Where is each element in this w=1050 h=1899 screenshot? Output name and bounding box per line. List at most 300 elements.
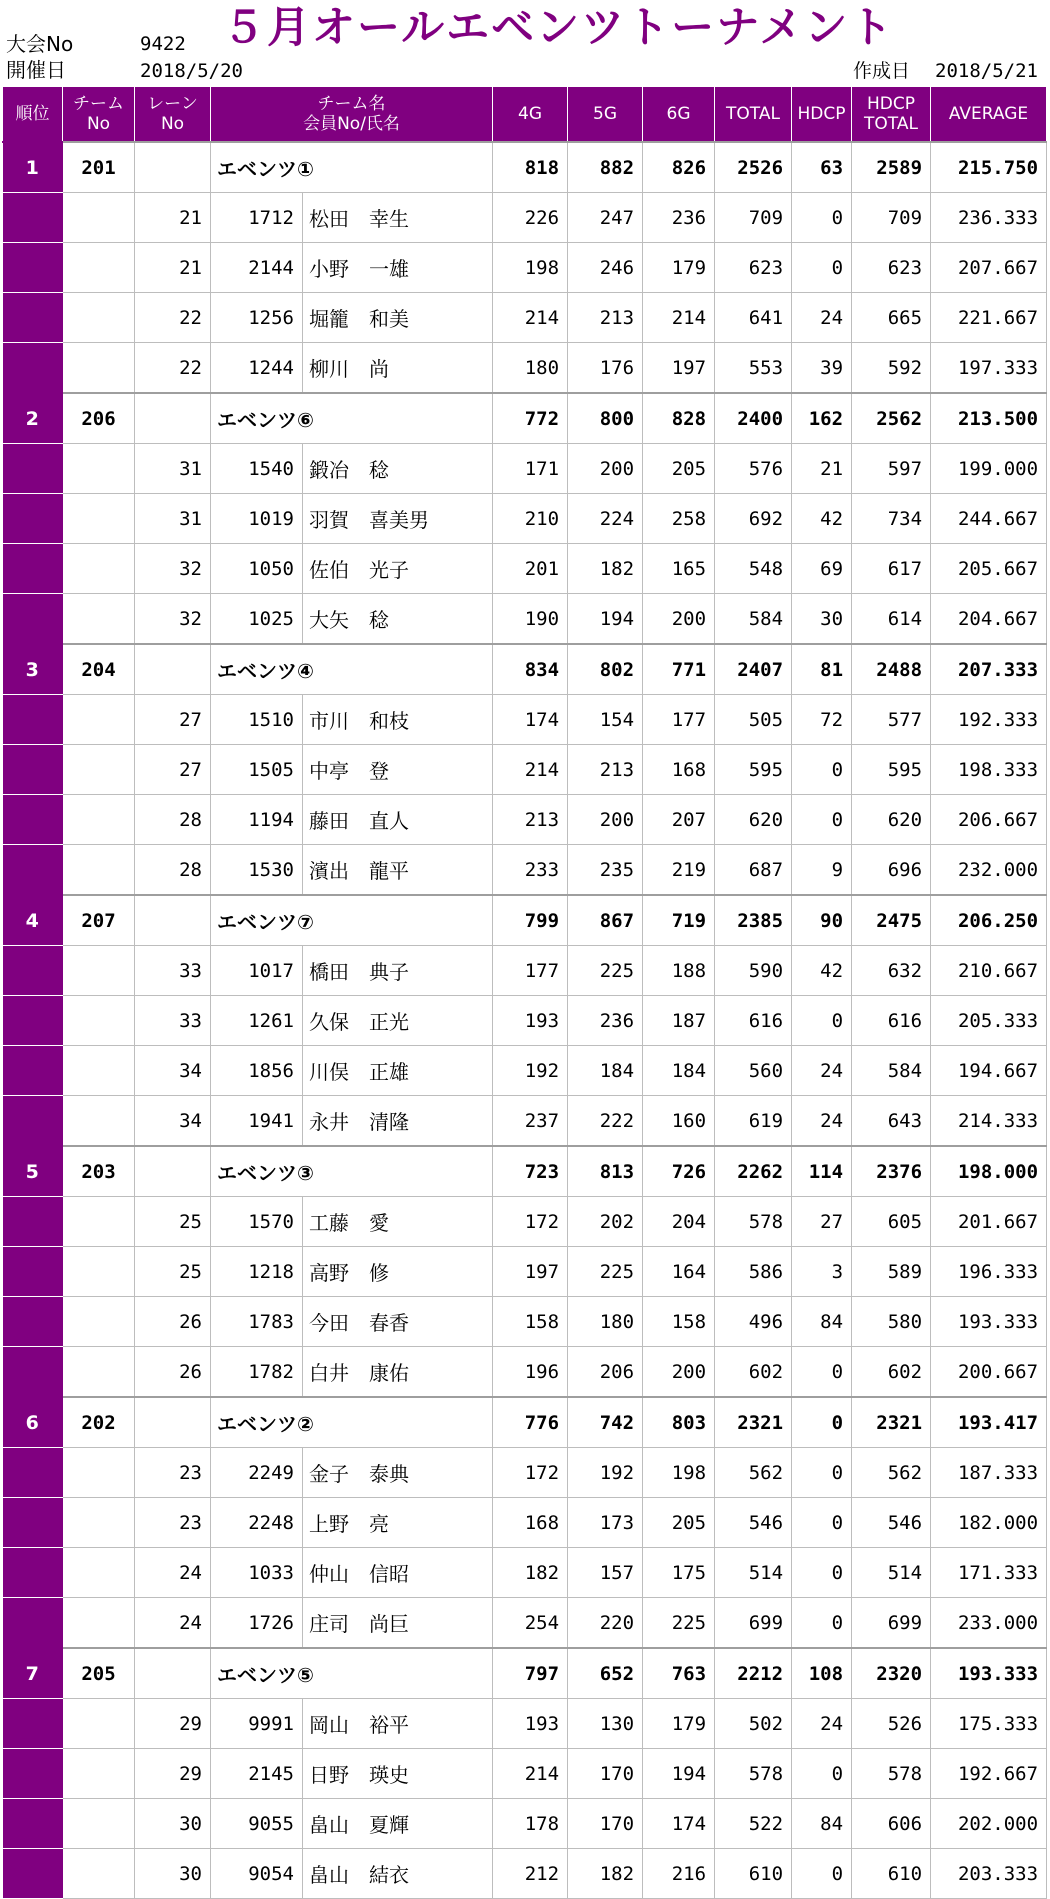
game-6: 198 [643,1448,715,1498]
game-5: 225 [568,946,643,996]
lane-no: 29 [135,1749,211,1799]
lane-no-empty [135,1146,211,1197]
lane-no: 32 [135,544,211,594]
average: 193.333 [931,1297,1047,1347]
game-6: 763 [643,1648,715,1699]
team-no: 202 [63,1397,135,1448]
tournament-no: 9422 [140,33,186,55]
team-no-empty [63,1247,135,1297]
game-6: 179 [643,1699,715,1749]
hdcp: 39 [792,343,852,394]
total: 548 [715,544,792,594]
game-6: 160 [643,1096,715,1147]
rank-empty [3,1096,63,1147]
game-6: 204 [643,1197,715,1247]
rank-empty [3,745,63,795]
game-5: 742 [568,1397,643,1448]
game-4: 180 [493,343,568,394]
member-no: 1540 [211,444,303,494]
total: 522 [715,1799,792,1849]
average: 198.333 [931,745,1047,795]
member-name: 中亭 登 [303,745,493,795]
member-name: 柳川 尚 [303,343,493,394]
game-4: 233 [493,845,568,896]
game-6: 174 [643,1799,715,1849]
hdcp: 162 [792,393,852,444]
game-5: 225 [568,1247,643,1297]
member-no: 1505 [211,745,303,795]
member-no: 1017 [211,946,303,996]
hdcp-total: 2376 [852,1146,931,1197]
member-row [3,946,1047,996]
hdcp-total: 617 [852,544,931,594]
game-4: 193 [493,1699,568,1749]
average: 192.667 [931,1749,1047,1799]
total: 709 [715,193,792,243]
member-row [3,1799,1047,1849]
lane-no: 21 [135,193,211,243]
hdcp: 24 [792,1699,852,1749]
game-6: 216 [643,1849,715,1899]
game-4: 799 [493,895,568,946]
hdcp: 42 [792,946,852,996]
game-5: 157 [568,1548,643,1598]
hdcp: 24 [792,1096,852,1147]
team-name: エベンツ② [211,1397,493,1448]
hdcp-total: 605 [852,1197,931,1247]
game-4: 172 [493,1197,568,1247]
total: 2400 [715,393,792,444]
team-name: エベンツ⑤ [211,1648,493,1699]
rank-empty [3,1799,63,1849]
hdcp: 27 [792,1197,852,1247]
rank-empty [3,996,63,1046]
hdcp-total: 696 [852,845,931,896]
total: 514 [715,1548,792,1598]
team-row [3,393,1047,444]
results-table [2,87,1047,1899]
average: 203.333 [931,1849,1047,1899]
game-4: 174 [493,695,568,745]
game-5: 235 [568,845,643,896]
member-no: 1033 [211,1548,303,1598]
total: 546 [715,1498,792,1548]
member-no: 1218 [211,1247,303,1297]
col-average: AVERAGE [931,87,1047,142]
member-row [3,1849,1047,1899]
hdcp-total: 597 [852,444,931,494]
hdcp: 114 [792,1146,852,1197]
total: 620 [715,795,792,845]
hdcp-total: 606 [852,1799,931,1849]
member-no: 1256 [211,293,303,343]
game-6: 188 [643,946,715,996]
total: 602 [715,1347,792,1398]
member-name: 堀籠 和美 [303,293,493,343]
game-6: 205 [643,1498,715,1548]
hdcp-total: 2488 [852,644,931,695]
lane-no: 23 [135,1448,211,1498]
team-no-empty [63,544,135,594]
game-4: 193 [493,996,568,1046]
team-no-empty [63,1448,135,1498]
member-row [3,444,1047,494]
member-row [3,745,1047,795]
total: 2526 [715,142,792,193]
team-no-empty [63,1749,135,1799]
hdcp-total: 632 [852,946,931,996]
col-4g: 4G [493,87,568,142]
hdcp-total: 699 [852,1598,931,1649]
average: 215.750 [931,142,1047,193]
game-5: 247 [568,193,643,243]
lane-no-empty [135,142,211,193]
game-6: 175 [643,1548,715,1598]
game-4: 158 [493,1297,568,1347]
member-no: 1244 [211,343,303,394]
team-rank: 5 [3,1146,63,1197]
total: 553 [715,343,792,394]
member-row [3,996,1047,1046]
member-name: 日野 瑛史 [303,1749,493,1799]
game-5: 882 [568,142,643,193]
average: 202.000 [931,1799,1047,1849]
game-6: 187 [643,996,715,1046]
game-6: 771 [643,644,715,695]
member-no: 1712 [211,193,303,243]
hdcp: 42 [792,494,852,544]
hdcp: 0 [792,1749,852,1799]
total: 595 [715,745,792,795]
member-row [3,1598,1047,1649]
col-hdcp: HDCP [792,87,852,142]
team-row [3,142,1047,193]
team-no-empty [63,1297,135,1347]
total: 2212 [715,1648,792,1699]
member-row [3,594,1047,645]
game-5: 170 [568,1749,643,1799]
member-name: 白井 康佑 [303,1347,493,1398]
average: 201.667 [931,1197,1047,1247]
hdcp: 0 [792,1448,852,1498]
member-no: 1941 [211,1096,303,1147]
total: 578 [715,1197,792,1247]
member-name: 庄司 尚巨 [303,1598,493,1649]
team-no: 207 [63,895,135,946]
team-no-empty [63,946,135,996]
total: 562 [715,1448,792,1498]
col-6g: 6G [643,87,715,142]
member-no: 9054 [211,1849,303,1899]
game-6: 828 [643,393,715,444]
hdcp: 30 [792,594,852,645]
hdcp-total: 734 [852,494,931,544]
total: 699 [715,1598,792,1649]
hdcp-total: 562 [852,1448,931,1498]
game-4: 178 [493,1799,568,1849]
team-row [3,895,1047,946]
date-label: 開催日 [6,58,66,82]
lane-no: 25 [135,1247,211,1297]
average: 221.667 [931,293,1047,343]
member-no: 1783 [211,1297,303,1347]
member-name: 橋田 典子 [303,946,493,996]
team-name: エベンツ③ [211,1146,493,1197]
member-row [3,1498,1047,1548]
game-4: 196 [493,1347,568,1398]
member-name: 久保 正光 [303,996,493,1046]
hdcp: 0 [792,1548,852,1598]
total: 641 [715,293,792,343]
total: 610 [715,1849,792,1899]
member-no: 1050 [211,544,303,594]
member-row [3,544,1047,594]
team-no-empty [63,1548,135,1598]
lane-no: 31 [135,494,211,544]
rank-empty [3,1046,63,1096]
team-no-empty [63,1699,135,1749]
member-name: 藤田 直人 [303,795,493,845]
member-no: 1194 [211,795,303,845]
lane-no: 28 [135,845,211,896]
lane-no: 31 [135,444,211,494]
member-name: 仲山 信昭 [303,1548,493,1598]
game-5: 200 [568,795,643,845]
lane-no: 33 [135,996,211,1046]
team-no-empty [63,343,135,394]
member-row [3,1096,1047,1147]
team-no: 203 [63,1146,135,1197]
hdcp-total: 595 [852,745,931,795]
hdcp: 108 [792,1648,852,1699]
game-4: 172 [493,1448,568,1498]
team-row [3,1397,1047,1448]
rank-empty [3,845,63,896]
game-5: 176 [568,343,643,394]
game-5: 220 [568,1598,643,1649]
lane-no: 24 [135,1548,211,1598]
team-rank: 6 [3,1397,63,1448]
average: 213.500 [931,393,1047,444]
game-5: 206 [568,1347,643,1398]
hdcp-total: 610 [852,1849,931,1899]
game-4: 197 [493,1247,568,1297]
rank-empty [3,1849,63,1899]
member-no: 1025 [211,594,303,645]
member-row [3,494,1047,544]
game-5: 184 [568,1046,643,1096]
team-no-empty [63,1598,135,1649]
game-4: 214 [493,1749,568,1799]
game-6: 165 [643,544,715,594]
team-no-empty [63,695,135,745]
game-4: 171 [493,444,568,494]
team-rank: 7 [3,1648,63,1699]
average: 214.333 [931,1096,1047,1147]
member-no: 1782 [211,1347,303,1398]
average: 206.667 [931,795,1047,845]
team-rank: 3 [3,644,63,695]
total: 496 [715,1297,792,1347]
team-no-empty [63,745,135,795]
member-row [3,1297,1047,1347]
game-5: 192 [568,1448,643,1498]
average: 193.333 [931,1648,1047,1699]
game-4: 226 [493,193,568,243]
team-no-empty [63,1197,135,1247]
game-5: 213 [568,745,643,795]
game-4: 192 [493,1046,568,1096]
game-6: 219 [643,845,715,896]
hdcp-total: 616 [852,996,931,1046]
tournament-no-label: 大会No [6,32,74,56]
team-no-empty [63,1046,135,1096]
total: 576 [715,444,792,494]
game-4: 210 [493,494,568,544]
team-no-empty [63,243,135,293]
hdcp: 63 [792,142,852,193]
rank-empty [3,193,63,243]
game-4: 201 [493,544,568,594]
hdcp: 0 [792,193,852,243]
hdcp: 81 [792,644,852,695]
team-name: エベンツ① [211,142,493,193]
member-no: 1726 [211,1598,303,1649]
game-4: 214 [493,293,568,343]
hdcp: 0 [792,1849,852,1899]
lane-no: 30 [135,1849,211,1899]
game-4: 776 [493,1397,568,1448]
game-4: 214 [493,745,568,795]
hdcp: 0 [792,1347,852,1398]
hdcp-total: 577 [852,695,931,745]
hdcp-total: 2320 [852,1648,931,1699]
member-row [3,795,1047,845]
hdcp-total: 709 [852,193,931,243]
average: 194.667 [931,1046,1047,1096]
game-6: 207 [643,795,715,845]
hdcp-total: 2321 [852,1397,931,1448]
hdcp: 69 [792,544,852,594]
member-no: 1019 [211,494,303,544]
col-total: TOTAL [715,87,792,142]
game-5: 802 [568,644,643,695]
game-5: 813 [568,1146,643,1197]
hdcp: 72 [792,695,852,745]
lane-no: 27 [135,695,211,745]
team-no: 206 [63,393,135,444]
member-name: 永井 清隆 [303,1096,493,1147]
hdcp: 0 [792,1598,852,1649]
average: 196.333 [931,1247,1047,1297]
col-5g: 5G [568,87,643,142]
member-no: 9055 [211,1799,303,1849]
team-no: 204 [63,644,135,695]
member-no: 1530 [211,845,303,896]
team-no-empty [63,594,135,645]
rank-empty [3,1598,63,1649]
hdcp: 0 [792,745,852,795]
rank-empty [3,1498,63,1548]
game-6: 726 [643,1146,715,1197]
total: 687 [715,845,792,896]
game-6: 179 [643,243,715,293]
average: 192.333 [931,695,1047,745]
lane-no: 23 [135,1498,211,1548]
game-5: 130 [568,1699,643,1749]
average: 206.250 [931,895,1047,946]
game-5: 173 [568,1498,643,1548]
report-title: ５月オールエベンツトーナメント [222,3,895,53]
member-name: 畠山 結衣 [303,1849,493,1899]
average: 171.333 [931,1548,1047,1598]
hdcp-total: 623 [852,243,931,293]
member-no: 1570 [211,1197,303,1247]
game-6: 177 [643,695,715,745]
member-row [3,193,1047,243]
hdcp-total: 602 [852,1347,931,1398]
member-name: 金子 泰典 [303,1448,493,1498]
member-no: 2144 [211,243,303,293]
game-6: 158 [643,1297,715,1347]
hdcp-total: 592 [852,343,931,394]
member-row [3,1448,1047,1498]
game-4: 212 [493,1849,568,1899]
hdcp: 84 [792,1799,852,1849]
game-5: 180 [568,1297,643,1347]
member-row [3,243,1047,293]
member-no: 1856 [211,1046,303,1096]
team-no-empty [63,845,135,896]
team-no-empty [63,1096,135,1147]
lane-no: 22 [135,343,211,394]
rank-empty [3,795,63,845]
game-6: 164 [643,1247,715,1297]
member-row [3,1749,1047,1799]
lane-no-empty [135,393,211,444]
game-4: 182 [493,1548,568,1598]
total: 692 [715,494,792,544]
average: 199.000 [931,444,1047,494]
team-no-empty [63,795,135,845]
team-no-empty [63,1799,135,1849]
game-4: 772 [493,393,568,444]
game-4: 237 [493,1096,568,1147]
game-6: 214 [643,293,715,343]
member-name: 高野 修 [303,1247,493,1297]
game-6: 200 [643,594,715,645]
member-row [3,343,1047,394]
lane-no: 32 [135,594,211,645]
game-6: 184 [643,1046,715,1096]
member-name: 鍛冶 稔 [303,444,493,494]
average: 236.333 [931,193,1047,243]
game-4: 797 [493,1648,568,1699]
game-5: 222 [568,1096,643,1147]
member-no: 1510 [211,695,303,745]
member-row [3,1197,1047,1247]
game-6: 803 [643,1397,715,1448]
hdcp: 9 [792,845,852,896]
member-row [3,293,1047,343]
event-date: 2018/5/20 [140,60,243,82]
team-row [3,1146,1047,1197]
rank-empty [3,1247,63,1297]
game-5: 800 [568,393,643,444]
game-5: 202 [568,1197,643,1247]
total: 619 [715,1096,792,1147]
total: 586 [715,1247,792,1297]
